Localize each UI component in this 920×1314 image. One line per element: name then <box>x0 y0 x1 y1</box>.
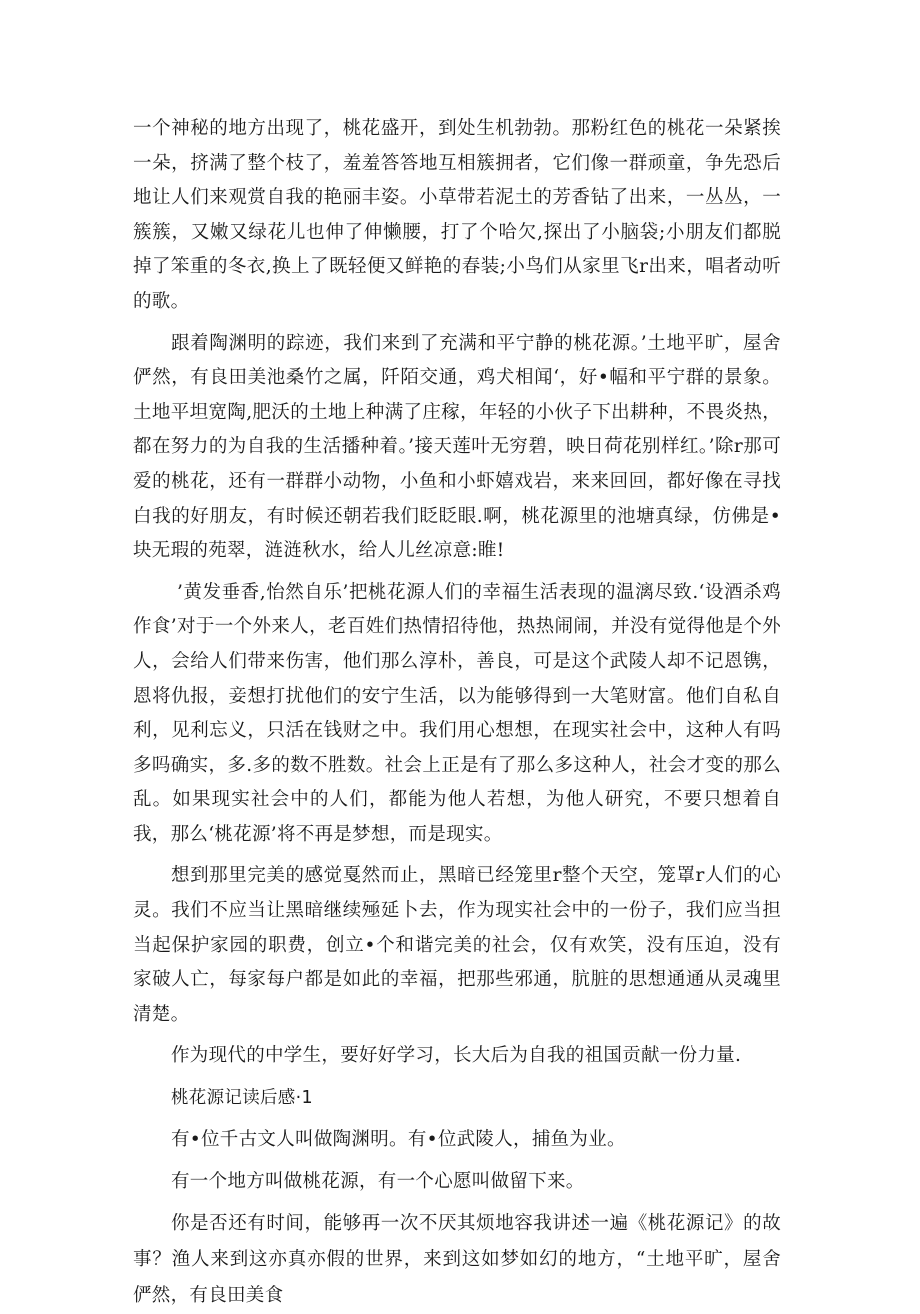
section-heading: 桃花源记读后感·1 <box>171 1088 313 1109</box>
paragraph-wish-to-stay: 有一个地方叫做桃花源，有一个心愿叫做留下来。 <box>171 1171 585 1193</box>
paragraph-intro-tao: 有•位千古文人叫做陶渊明。有•位武陵人，捕鱼为业。 <box>171 1129 626 1151</box>
paragraph-darkness: 想到那里完美的感觉戛然而止，黑暗已经笼里r整个天空，笼罩r人们的心灵。我们不应当让黑暗继续殛延卜去，作为现实社会中的一份子，我们应当担当起保护家园的职费，创立•个和谐完美的社会，仅有欢笑，没有压迫，没有家破人亡，每家每户都是如此的幸福，把那些邪通，肮脏的思想通通从灵魂里清楚。 <box>133 865 781 1025</box>
document-body <box>133 112 781 1314</box>
paragraph-following-tao-yuanming: 跟着陶渊明的踪迹，我们来到了充满和平宁静的桃花源。’土地平旷，屋舍俨然，有良田美池桑竹之属，阡陌交通，鸡犬相闻‘，好•幅和平宁群的景象。土地平坦宽陶,肥沃的土地上种满了庄稼，年轻的小伙子下出耕种，不畏炎热，都在努力的为自我的生活播种着。’接天莲叶无穷碧，映日荷花别样红。’除r那可爱的桃花，还有一群群小动物，小鱼和小虾嬉戏岩，来来回回，都好像在寻找白我的好朋友，有时候还朝若我们眨眨眼.啊，桃花源里的池塘真绿，仿佛是•块无瑕的苑翠，涟涟秋水，给人儿丝凉意:睢! <box>133 332 781 562</box>
paragraph-student-resolve: 作为现代的中学生，要好好学习，长大后为自我的祖国贡献一份力量. <box>171 1045 742 1067</box>
paragraph-retelling: 你是否还有时间，能够再一次不厌其烦地容我讲述一遍《桃花源记》的故事？渔人来到这亦真亦假的世界，来到这如梦如幻的地方，“土地平旷，屋舍俨然，有良田美食 <box>133 1213 781 1307</box>
paragraph-peach-blossom-scene: 一个神秘的地方出现了，桃花盛开，到处生机勃勃。那粉红色的桃花一朵紧挨一朵，挤满了整个枝了，羞羞答答地互相簇拥者，它们像一群顽童，争先恐后地让人们来观赏自我的艳丽丰姿。小草带若泥土的芳香钻了出来，一丛丛，一簇簇，又嫩又绿花儿也伸了伸懒腰，打了个哈欠,探出了小脑袋;小朋友们都脱掉了笨重的冬衣,换上了既轻便又鲜艳的春装;小鸟们从家里飞r出来，唱者动听的歌。 <box>133 118 781 312</box>
paragraph-happy-life: ’黄发垂香,怡然自乐’把桃花源人们的幸福生活表现的温漓尽致.‘设酒杀鸡作食’对于一个外来人，老百姓们热情招待他，热热闹闹，并没有觉得他是个外人，会给人们带来伤害，他们那么淳朴，善良，可是这个武陵人却不记恩镌，恩将仇报，妾想打扰他们的安宁生活，以为能够得到一大笔财富。他们自私自利，见利忘义，只活在钱财之中。我们用心想想，在现实社会中，这种人有吗多吗确实，多.多的数不胜数。社会上正是有了那么多这种人，社会才变的那么乱。如果现实社会中的人们，都能为他人若想，为他人研究，不要只想着自我，那么‘桃花源’将不再是梦想，而是现实。 <box>133 581 781 845</box>
